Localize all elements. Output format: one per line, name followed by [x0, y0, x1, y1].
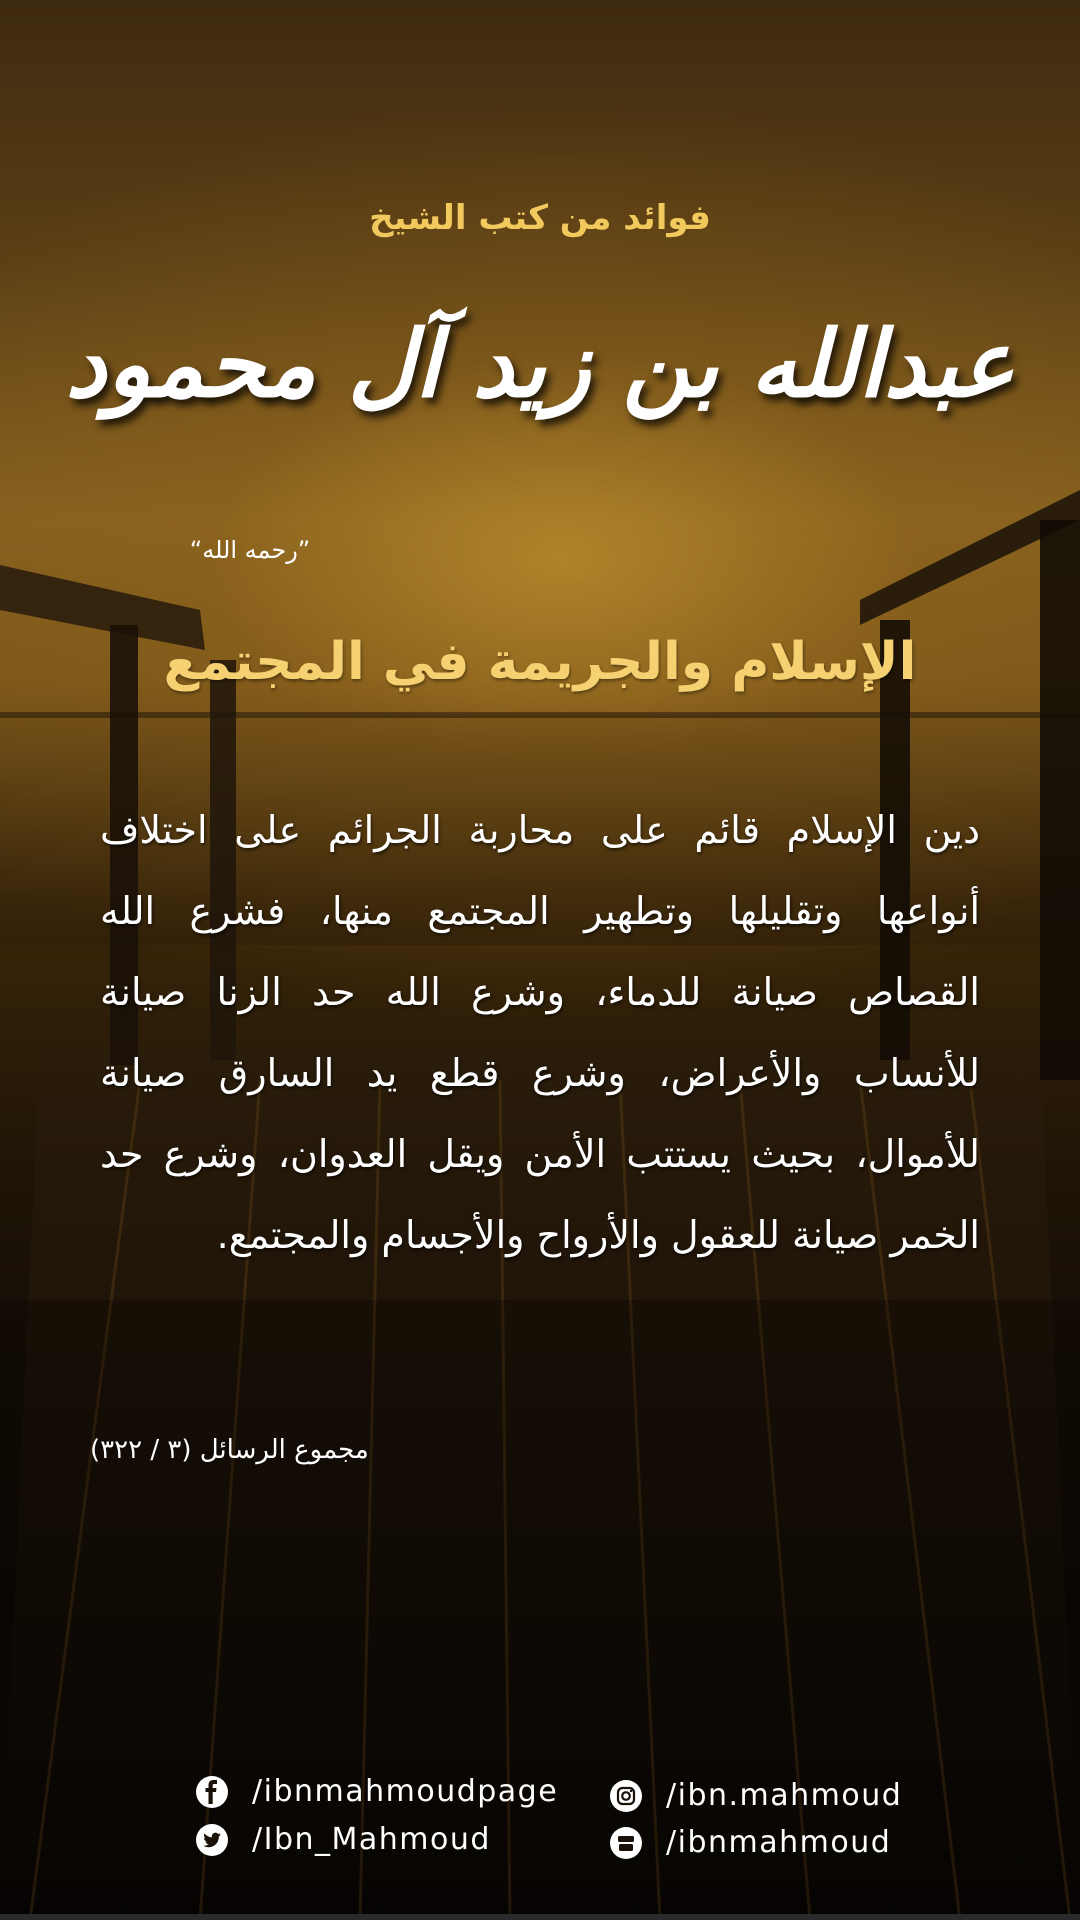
- source-citation: مجموع الرسائل (٣ / ٣٢٢): [90, 1435, 369, 1465]
- honorific-text: ”رحمه الله“: [189, 536, 311, 564]
- facebook-handle: /ibnmahmoudpage: [252, 1774, 559, 1809]
- intro-heading: فوائد من كتب الشيخ: [369, 198, 711, 238]
- article-body: دين الإسلام قائم على محاربة الجرائم على اختلاف أنواعها وتقليلها وتطهير المجتمع منها، فشرع الله القصاص صيانة للدماء، وشرع الله حد الزنا صيانة للأنساب والأعراض، وشرع قطع يد السارق صيانة للأموال، بحيث يستتب الأمن ويقل العدوان، وشرع حد الخمر صيانة للعقول والأرواح والأجسام والمجتمع.: [100, 808, 980, 1257]
- bottom-divider: [0, 1914, 1080, 1920]
- facebook-icon: [196, 1776, 228, 1808]
- instagram-handle: /ibn.mahmoud: [666, 1778, 903, 1813]
- youtube-icon: [610, 1827, 642, 1859]
- twitter-icon: [196, 1824, 228, 1856]
- youtube-handle: /ibnmahmoud: [666, 1825, 892, 1860]
- twitter-link[interactable]: [196, 1822, 491, 1857]
- instagram-icon: [610, 1780, 642, 1812]
- youtube-link[interactable]: [610, 1825, 891, 1860]
- facebook-link[interactable]: [196, 1774, 558, 1809]
- article-title: الإسلام والجريمة في المجتمع: [163, 632, 917, 692]
- sheikh-name-calligraphy: عبدالله بن زيد آل محمود: [65, 310, 1015, 418]
- twitter-handle: /Ibn_Mahmoud: [252, 1822, 491, 1857]
- instagram-link[interactable]: [610, 1778, 902, 1813]
